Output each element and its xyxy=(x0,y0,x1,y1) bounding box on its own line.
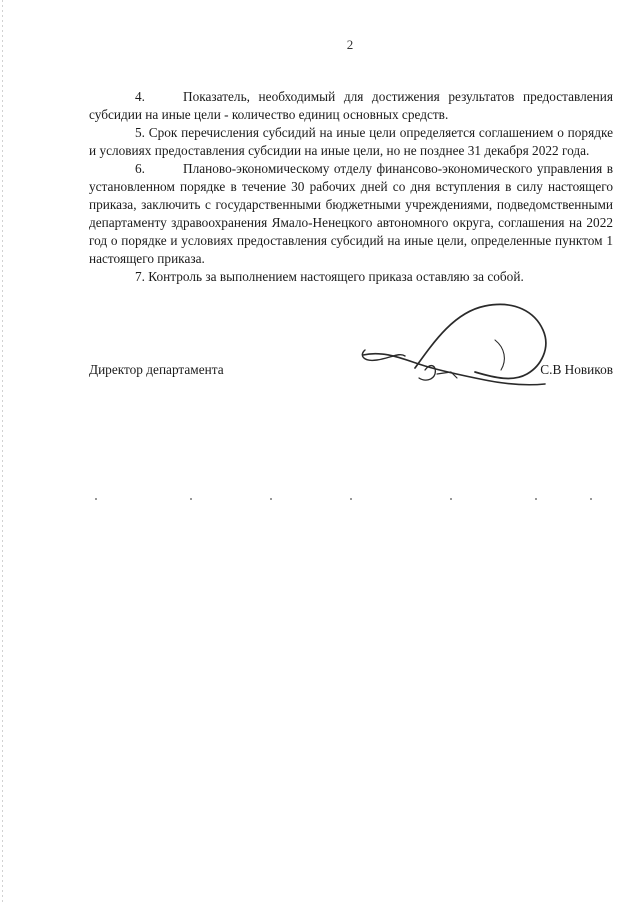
paragraph-number: 4. xyxy=(135,89,145,104)
scan-artifact-dots xyxy=(95,498,595,502)
paragraph-text: Планово-экономическому отделу финансово-экономического управления в установленном порядке в течение 30 рабочих дней со дня вступления в силу настоящего приказа, заключить с государственными бюджетными учреждениями, подведомственными департаменту здравоохранения Ямало-Ненецкого автономного округа, соглашения на 2022 год о порядке и условиях предоставления субсидий на иные цели, определенные пунктом 1 настоящего приказа. xyxy=(89,161,613,266)
dot xyxy=(590,498,592,500)
dot xyxy=(190,498,192,500)
dot xyxy=(95,498,97,500)
dot xyxy=(450,498,452,500)
page-number: 2 xyxy=(346,37,354,52)
paragraph-4 xyxy=(89,88,613,124)
signatory-position: Директор департамента xyxy=(89,362,224,377)
paragraph-6 xyxy=(89,160,613,268)
document-body xyxy=(89,88,613,286)
signatory-name: С.В Новиков xyxy=(540,362,613,377)
paragraph-text: 7. Контроль за выполнением настоящего приказа оставляю за собой. xyxy=(135,269,524,284)
dot xyxy=(270,498,272,500)
handwritten-signature xyxy=(355,300,575,390)
paragraph-7 xyxy=(89,268,613,286)
paragraph-text: 5. Срок перечисления субсидий на иные цели определяется соглашением о порядке и условиях предоставления субсидии на иные цели, но не позднее 31 декабря 2022 года. xyxy=(89,125,613,158)
scan-edge xyxy=(2,0,3,905)
paragraph-text: Показатель, необходимый для достижения результатов предоставления субсидии на иные цели - количество единиц основных средств. xyxy=(89,89,613,122)
paragraph-5 xyxy=(89,124,613,160)
dot xyxy=(535,498,537,500)
paragraph-number: 6. xyxy=(135,161,145,176)
dot xyxy=(350,498,352,500)
